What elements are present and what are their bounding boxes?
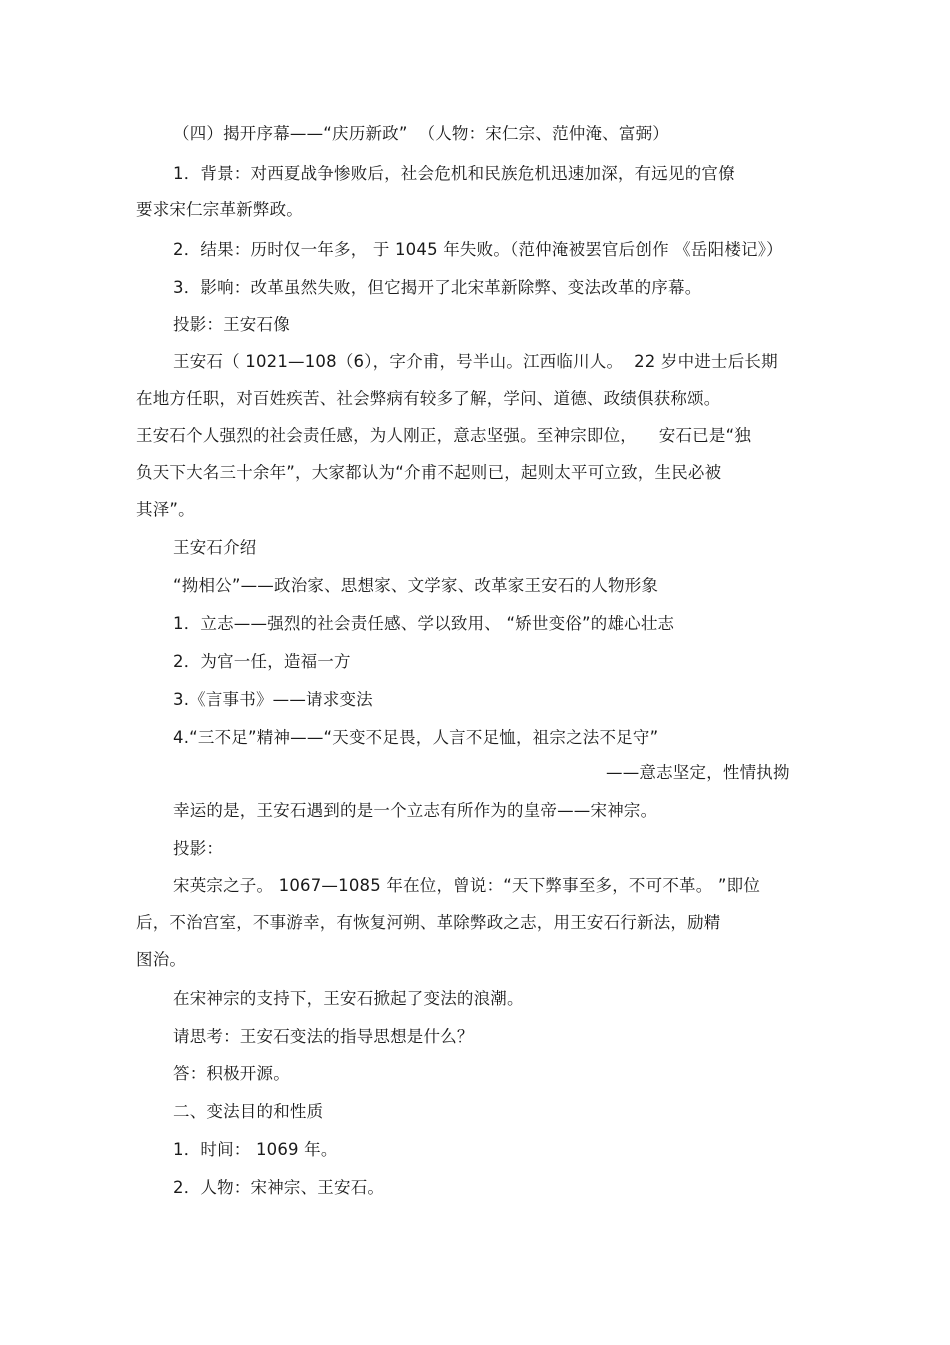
stubborn-minister-line: “拗相公”——政治家、思想家、文学家、改革家王安石的人物形象 xyxy=(173,576,659,595)
wang-anshi-bio-line-2: 在地方任职，对百姓疾苦、社会弊病有较多了解，学问、道德、政绩俱获称颂。 xyxy=(136,389,721,408)
people-line: 2．人物：宋神宗、王安石。 xyxy=(173,1178,385,1197)
result-line: 2．结果：历时仅一年多， 于 1045 年失败。（范仲淹被罢官后创作 《岳阳楼记》） xyxy=(173,240,783,259)
wang-anshi-bio-line-5: 其泽”。 xyxy=(136,500,195,519)
wang-anshi-intro-heading: 王安石介绍 xyxy=(173,538,257,557)
shenzong-bio-line-3: 图治。 xyxy=(136,950,187,969)
wang-anshi-bio-line-3: 王安石个人强烈的社会责任感，为人刚正，意志坚强。至神宗即位， 安石已是“独 xyxy=(136,426,752,445)
background-line-2: 要求宋仁宗革新弊政。 xyxy=(136,200,303,219)
wang-anshi-bio-line-1: 王安石（ 1021—108（6），字介甫，号半山。江西临川人。 22 岁中进士后长期 xyxy=(173,352,778,371)
point-three-note: ——意志坚定，性情执拗 xyxy=(606,763,790,782)
section-two-heading: 二、变法目的和性质 xyxy=(173,1102,324,1121)
projection-line: 投影： xyxy=(173,839,224,858)
projection-portrait-line: 投影：王安石像 xyxy=(173,315,290,334)
point-three-not-enough: 4.“三不足”精神——“天变不足畏，人言不足恤，祖宗之法不足守” xyxy=(173,728,659,747)
background-line-1: 1．背景：对西夏战争惨败后，社会危机和民族危机迅速加深，有远见的官僚 xyxy=(173,164,735,183)
point-official: 2．为官一任，造福一方 xyxy=(173,652,351,671)
section-heading-qingli-reform: （四）揭开序幕——“庆历新政” （人物：宋仁宗、范仲淹、富弼） xyxy=(173,124,669,143)
time-line: 1．时间： 1069 年。 xyxy=(173,1140,338,1159)
point-ambition: 1．立志——强烈的社会责任感、学以致用、 “矫世变俗”的雄心壮志 xyxy=(173,614,675,633)
shenzong-bio-line-2: 后，不治宫室，不事游幸，有恢复河朔、革除弊政之志，用王安石行新法，励精 xyxy=(136,913,721,932)
wang-anshi-bio-line-4: 负天下大名三十余年”，大家都认为“介甫不起则已，起则太平可立致，生民必被 xyxy=(136,463,722,482)
point-memorial: 3.《言事书》——请求变法 xyxy=(173,690,373,709)
think-question: 请思考：王安石变法的指导思想是什么？ xyxy=(173,1027,474,1046)
fortunate-line: 幸运的是，王安石遇到的是一个立志有所作为的皇帝——宋神宗。 xyxy=(173,801,658,820)
influence-line: 3．影响：改革虽然失败，但它揭开了北宋革新除弊、变法改革的序幕。 xyxy=(173,278,702,297)
reform-wave-line: 在宋神宗的支持下，王安石掀起了变法的浪潮。 xyxy=(173,989,524,1008)
answer-line: 答：积极开源。 xyxy=(173,1064,290,1083)
shenzong-bio-line-1: 宋英宗之子。 1067—1085 年在位，曾说：“天下弊事至多，不可不革。 ”即位 xyxy=(173,876,761,895)
